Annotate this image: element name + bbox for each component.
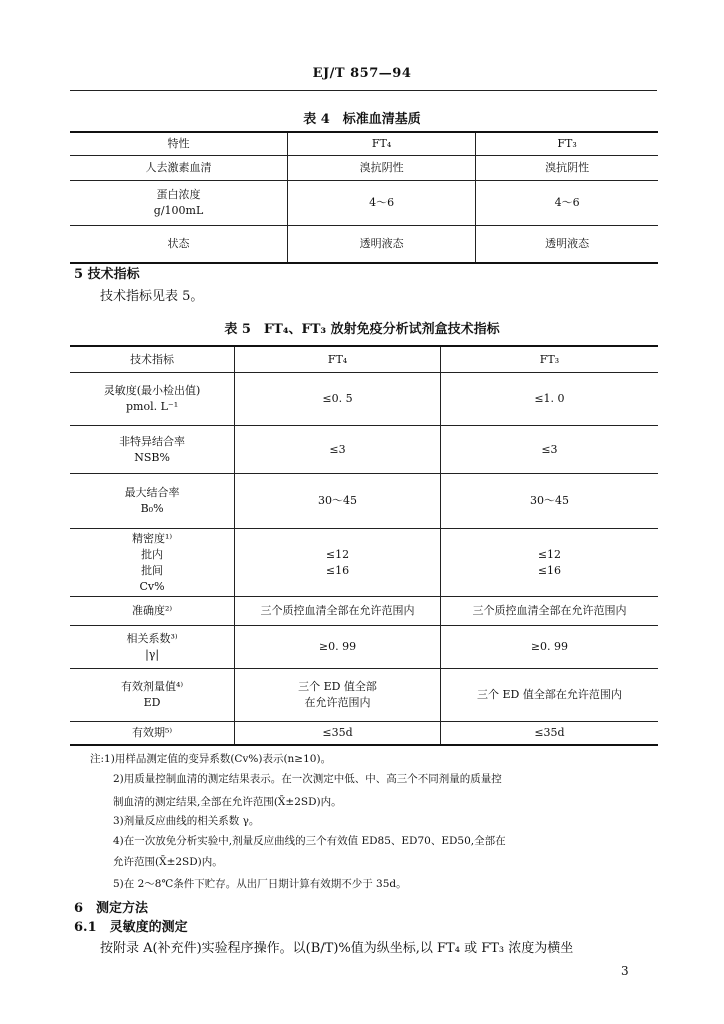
table5-row [70,669,658,722]
table4-ft3-cell: 4～6 [476,181,658,226]
section5-heading: 5 技术指标 [74,267,140,282]
table4-label-cell-line: 蛋白浓度 [156,188,201,201]
table5-ft3-cell [440,722,658,746]
table5-ft3-cell-line: 三个 ED 值全部在允许范围内 [477,688,622,701]
table5-header-cell: FT₄ [235,346,441,373]
table5-ft3-cell [440,597,658,626]
table4-row [70,156,658,181]
table5-ft4-cell-line: 三个质控血清全部在允许范围内 [260,604,415,617]
table5-label-cell-line: 准确度²⁾ [132,604,173,617]
table5-ft3-cell [440,626,658,669]
table5-ft4-cell [235,373,441,426]
table5-label-cell-line: |γ| [145,648,160,661]
standard-code: EJ/T 857—94 [312,66,412,81]
table4-header-cell: FT₄ [288,132,476,156]
section6-1-text: 按附录 A(补充件)实验程序操作。以(B/T)%值为纵坐标,以 FT₄ 或 FT₃ 浓度为横坐 [100,941,574,956]
table5-ft3-cell-line: 三个质控血清全部在允许范围内 [472,604,627,617]
table5-ft4-cell [235,626,441,669]
table4-ft4-cell: 4～6 [288,181,476,226]
table5-ft4-cell-line: ≤35d [322,726,353,739]
table5-label-cell [70,373,235,426]
table5-ft3-cell-line: ≤1. 0 [534,392,565,405]
table5-label-cell [70,597,235,626]
table5-label-cell [70,722,235,746]
table4-header-cell: FT₃ [476,132,658,156]
table5-label-cell-line: Cv% [139,579,165,593]
table4-label-cell-line: 状态 [167,237,190,250]
note-4-cont: 允许范围(X̄±2SD)内。 [113,856,223,868]
page-number: 3 [621,964,629,978]
table4-label-cell-line: 人去激素血清 [145,161,212,174]
table5-label-cell [70,426,235,474]
table5-label-cell-line: 有效期⁵⁾ [132,726,173,739]
table5-row [70,474,658,529]
table4-header-cell: 特性 [70,132,288,156]
note-2-cont: 制血清的测定结果,全部在允许范围(X̄±2SD)内。 [113,796,342,808]
table5-ft3-cell [440,426,658,474]
table5-label-cell-line: NSB% [134,450,170,464]
table5-ft3-cell-line: ≤35d [534,726,565,739]
table5-row [70,426,658,474]
table5-ft4-cell-line: ≤3 [329,442,346,456]
table5-ft4-cell-line: 三个 ED 值全部 [298,680,377,693]
note-2: 2)用质量控制血清的测定结果表示。在一次测定中低、中、高三个不同剂量的质量控 [113,773,502,785]
table5-label-cell-line: 最大结合率 [124,486,180,499]
note-5: 5)在 2～8℃条件下贮存。从出厂日期计算有效期不少于 35d。 [113,878,407,890]
table5-row [70,626,658,669]
table5-row [70,529,658,597]
table5-label-cell-line: 批间 [141,563,164,577]
table5-label-cell-line: 灵敏度(最小检出值) [103,384,201,397]
table5-ft4-cell-line: ≤12 [325,547,350,561]
table5-ft3-cell [440,474,658,529]
table5-label-cell-line: pmol. L⁻¹ [125,400,179,413]
note-1: 注:1)用样品测定值的变异系数(Cv%)表示(n≥10)。 [90,753,332,765]
table4 [70,131,658,264]
table5-ft3-cell-line: 30～45 [529,494,569,507]
table5-caption: 表 5 FT₄、FT₃ 放射免疫分析试剂盒技术指标 [224,322,500,337]
table5 [70,345,658,746]
table5-row [70,373,658,426]
table5-ft3-cell-line: ≤16 [537,563,562,577]
table5-label-cell [70,529,235,597]
table4-ft3-cell: 溴抗阴性 [476,156,658,181]
table5-ft3-cell [440,373,658,426]
table4-ft4-cell: 透明液态 [288,226,476,264]
table5-ft4-cell-line: 30～45 [318,494,358,507]
section6-heading: 6 测定方法 [74,901,149,916]
table5-header-cell: FT₃ [440,346,658,373]
section5-text: 技术指标见表 5。 [100,289,204,304]
table4-ft3-cell: 透明液态 [476,226,658,264]
table4-label-cell [70,181,288,226]
table5-ft3-cell-line: ≤3 [541,442,558,456]
table5-ft4-cell [235,722,441,746]
table5-ft4-cell-line: ≤0. 5 [322,392,353,405]
section6-1-heading: 6.1 灵敏度的测定 [74,920,188,935]
table5-label-cell-line: 非特异结合率 [119,434,186,448]
table5-label-cell [70,626,235,669]
table5-ft3-cell [440,669,658,722]
table5-ft4-cell [235,474,441,529]
table5-header-cell: 技术指标 [70,346,235,373]
table4-caption: 表 4 标准血清基质 [303,112,421,127]
table4-label-cell [70,156,288,181]
table5-ft4-cell [235,669,441,722]
table5-label-cell-line: ED [143,696,161,709]
table5-ft3-cell [440,529,658,597]
table5-ft4-cell [235,529,441,597]
table5-ft3-cell-line: ≤12 [537,547,562,561]
table5-ft4-cell-line: ≤16 [325,563,350,577]
table5-label-cell-line: 精密度¹⁾ [132,531,173,545]
table5-label-cell [70,474,235,529]
note-4: 4)在一次放免分析实验中,剂量反应曲线的三个有效值 ED85、ED70、ED50,全部在 [113,835,506,847]
table5-label-cell-line: 批内 [141,547,164,561]
table5-label-cell-line: B₀% [140,502,164,515]
table5-row [70,722,658,746]
table4-label-cell-line: g/100mL [153,204,204,217]
table4-label-cell [70,226,288,264]
table5-ft4-cell [235,597,441,626]
table5-ft3-cell-line: ≥0. 99 [530,640,569,653]
table5-ft4-cell-line: ≥0. 99 [318,640,357,653]
note-3: 3)剂量反应曲线的相关系数 γ。 [113,815,260,827]
table4-ft4-cell: 溴抗阴性 [288,156,476,181]
table5-label-cell-line: 有效剂量值⁴⁾ [121,680,184,693]
table5-ft4-cell-line: 在允许范围内 [304,696,371,709]
table4-row [70,226,658,264]
table5-row [70,597,658,626]
table5-label-cell-line: 相关系数³⁾ [126,632,178,645]
table5-ft4-cell [235,426,441,474]
table4-row [70,181,658,226]
header-rule [70,90,657,91]
table5-label-cell [70,669,235,722]
